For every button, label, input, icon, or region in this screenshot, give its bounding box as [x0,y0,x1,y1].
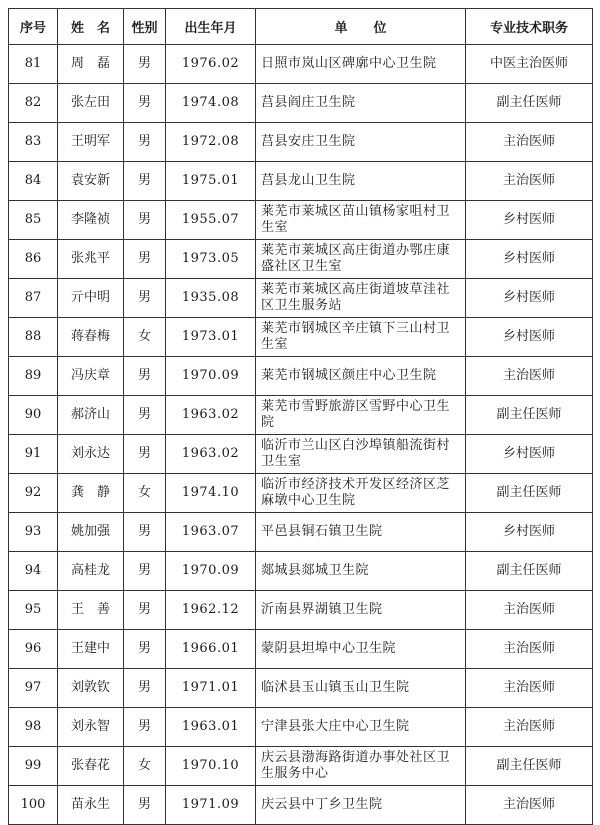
cell-unit: 郯城县郯城卫生院 [256,552,466,591]
cell-unit: 蒙阴县坦埠中心卫生院 [256,630,466,669]
cell-no: 91 [9,435,58,474]
cell-birth: 1972.08 [166,123,256,162]
header-name: 姓 名 [58,9,124,45]
table-row [9,513,593,552]
cell-title: 副主任医师 [466,474,593,513]
cell-gender: 男 [124,123,166,162]
table-row [9,240,593,279]
cell-title: 主治医师 [466,162,593,201]
cell-title: 乡村医师 [466,201,593,240]
cell-title: 乡村医师 [466,240,593,279]
cell-unit: 莒县龙山卫生院 [256,162,466,201]
cell-unit: 莒县阎庄卫生院 [256,84,466,123]
cell-no: 98 [9,708,58,747]
cell-gender: 男 [124,240,166,279]
cell-unit: 临沂市兰山区白沙埠镇船流街村卫生室 [256,435,466,474]
table-row [9,435,593,474]
cell-name: 王建中 [58,630,124,669]
cell-gender: 男 [124,630,166,669]
table-row [9,552,593,591]
cell-gender: 男 [124,591,166,630]
cell-birth: 1976.02 [166,45,256,84]
cell-no: 90 [9,396,58,435]
cell-birth: 1975.01 [166,162,256,201]
cell-unit: 莱芜市钢城区辛庄镇下三山村卫生室 [256,318,466,357]
cell-birth: 1973.01 [166,318,256,357]
cell-name: 王 善 [58,591,124,630]
cell-birth: 1963.02 [166,396,256,435]
cell-title: 乡村医师 [466,279,593,318]
cell-unit: 莱芜市钢城区颜庄中心卫生院 [256,357,466,396]
cell-birth: 1962.12 [166,591,256,630]
cell-unit: 日照市岚山区碑廓中心卫生院 [256,45,466,84]
roster-table [8,8,593,825]
header-title: 专业技术职务 [466,9,593,45]
cell-no: 92 [9,474,58,513]
cell-unit: 宁津县张大庄中心卫生院 [256,708,466,747]
cell-name: 冯庆章 [58,357,124,396]
table-body [9,45,593,825]
cell-unit: 沂南县界湖镇卫生院 [256,591,466,630]
cell-title: 主治医师 [466,669,593,708]
table-row [9,45,593,84]
cell-unit: 临沭县玉山镇玉山卫生院 [256,669,466,708]
cell-title: 主治医师 [466,786,593,825]
cell-unit: 庆云县中丁乡卫生院 [256,786,466,825]
cell-birth: 1935.08 [166,279,256,318]
cell-gender: 男 [124,669,166,708]
header-gender: 性别 [124,9,166,45]
cell-gender: 女 [124,747,166,786]
cell-no: 99 [9,747,58,786]
cell-gender: 男 [124,552,166,591]
table-row [9,162,593,201]
table-row [9,396,593,435]
cell-unit: 莱芜市莱城区苗山镇杨家咀村卫生室 [256,201,466,240]
cell-no: 83 [9,123,58,162]
table-row [9,630,593,669]
cell-name: 刘永达 [58,435,124,474]
cell-title: 副主任医师 [466,396,593,435]
cell-name: 张春花 [58,747,124,786]
cell-gender: 男 [124,435,166,474]
cell-gender: 男 [124,396,166,435]
cell-gender: 男 [124,357,166,396]
cell-gender: 男 [124,201,166,240]
cell-name: 姚加强 [58,513,124,552]
cell-name: 周 磊 [58,45,124,84]
cell-gender: 男 [124,162,166,201]
cell-no: 81 [9,45,58,84]
table-row [9,279,593,318]
cell-birth: 1971.09 [166,786,256,825]
cell-name: 刘永智 [58,708,124,747]
cell-name: 袁安新 [58,162,124,201]
cell-name: 亓中明 [58,279,124,318]
cell-gender: 男 [124,45,166,84]
cell-no: 86 [9,240,58,279]
cell-unit: 莱芜市雪野旅游区雪野中心卫生院 [256,396,466,435]
cell-name: 张兆平 [58,240,124,279]
cell-gender: 男 [124,513,166,552]
table-header-row [9,9,593,45]
table-row [9,357,593,396]
cell-no: 87 [9,279,58,318]
table-row [9,84,593,123]
cell-unit: 庆云县渤海路街道办事处社区卫生服务中心 [256,747,466,786]
cell-name: 蒋春梅 [58,318,124,357]
cell-gender: 男 [124,279,166,318]
cell-title: 中医主治医师 [466,45,593,84]
cell-gender: 男 [124,84,166,123]
table-row [9,318,593,357]
cell-unit: 莱芜市莱城区高庄街道办鄂庄康盛社区卫生室 [256,240,466,279]
cell-gender: 男 [124,708,166,747]
cell-name: 龚 静 [58,474,124,513]
table-row [9,669,593,708]
cell-birth: 1955.07 [166,201,256,240]
cell-title: 副主任医师 [466,747,593,786]
table-row [9,474,593,513]
cell-birth: 1970.09 [166,552,256,591]
table-row [9,747,593,786]
cell-title: 乡村医师 [466,513,593,552]
cell-name: 王明军 [58,123,124,162]
cell-title: 主治医师 [466,591,593,630]
cell-unit: 莒县安庄卫生院 [256,123,466,162]
table-row [9,201,593,240]
cell-title: 主治医师 [466,708,593,747]
cell-birth: 1970.10 [166,747,256,786]
cell-birth: 1973.05 [166,240,256,279]
cell-gender: 女 [124,474,166,513]
cell-no: 93 [9,513,58,552]
cell-birth: 1974.10 [166,474,256,513]
cell-name: 郝济山 [58,396,124,435]
cell-unit: 平邑县铜石镇卫生院 [256,513,466,552]
cell-gender: 男 [124,786,166,825]
header-birth: 出生年月 [166,9,256,45]
cell-no: 97 [9,669,58,708]
cell-title: 副主任医师 [466,84,593,123]
table-row [9,591,593,630]
cell-name: 高桂龙 [58,552,124,591]
cell-no: 84 [9,162,58,201]
table-row [9,123,593,162]
cell-no: 94 [9,552,58,591]
table-row [9,786,593,825]
cell-birth: 1963.01 [166,708,256,747]
cell-birth: 1963.07 [166,513,256,552]
cell-birth: 1971.01 [166,669,256,708]
header-no: 序号 [9,9,58,45]
cell-title: 乡村医师 [466,435,593,474]
cell-title: 主治医师 [466,357,593,396]
cell-title: 主治医师 [466,123,593,162]
cell-title: 主治医师 [466,630,593,669]
cell-birth: 1966.01 [166,630,256,669]
cell-name: 苗永生 [58,786,124,825]
cell-no: 96 [9,630,58,669]
cell-birth: 1963.02 [166,435,256,474]
cell-no: 89 [9,357,58,396]
cell-title: 副主任医师 [466,552,593,591]
cell-no: 100 [9,786,58,825]
cell-no: 82 [9,84,58,123]
cell-no: 88 [9,318,58,357]
cell-unit: 莱芜市莱城区高庄街道坡草洼社区卫生服务站 [256,279,466,318]
cell-name: 张左田 [58,84,124,123]
table-row [9,708,593,747]
cell-name: 李隆祯 [58,201,124,240]
cell-no: 95 [9,591,58,630]
cell-birth: 1974.08 [166,84,256,123]
cell-gender: 女 [124,318,166,357]
cell-birth: 1970.09 [166,357,256,396]
cell-no: 85 [9,201,58,240]
cell-name: 刘敦钦 [58,669,124,708]
cell-unit: 临沂市经济技术开发区经济区芝麻墩中心卫生院 [256,474,466,513]
cell-title: 乡村医师 [466,318,593,357]
header-unit: 单 位 [256,9,466,45]
